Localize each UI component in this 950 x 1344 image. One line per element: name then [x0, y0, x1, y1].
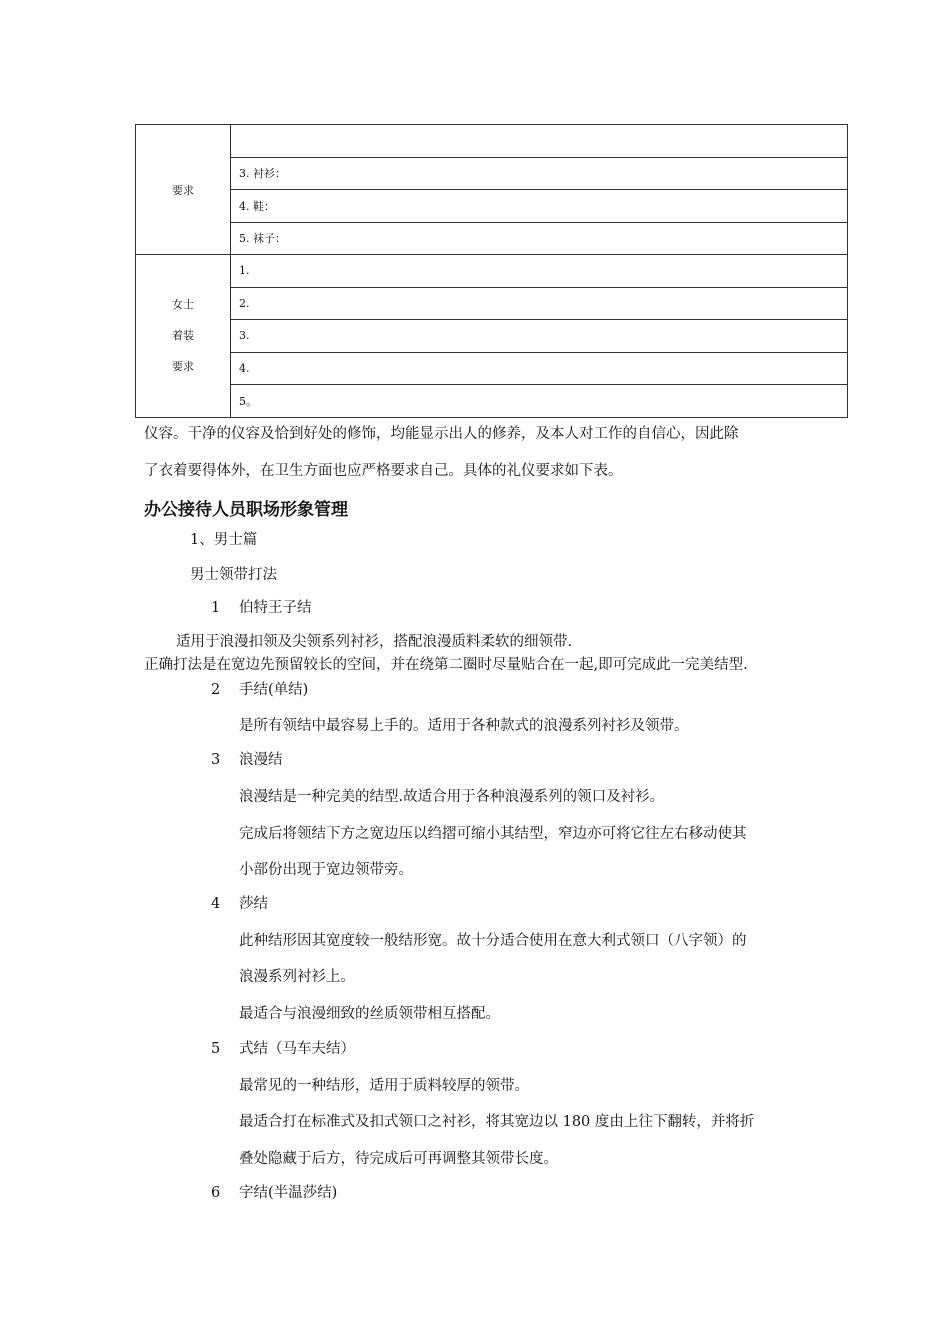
knot-name: 浪漫结 — [239, 752, 283, 768]
knot4-paragraph-1: 此种结形因其宽度较一般结形宽。故十分适合使用在意大利式领口（八字领）的 — [239, 933, 747, 949]
knot3-paragraph-3: 小部份出现于宽边领带旁。 — [239, 862, 413, 878]
knot1-paragraph-2: 正确打法是在宽边先预留较长的空间，并在绕第二圈时尽量贴合在一起,即可完成此一完美结型. — [144, 657, 748, 673]
knot-name: 伯特王子结 — [239, 600, 312, 616]
table-cell-socks: 5. 袜子： — [231, 222, 848, 255]
knot-name: 字结(半温莎结) — [239, 1185, 338, 1201]
table-cell-shirt: 3. 衬衫： — [231, 157, 848, 190]
knot-name: 手结(单结) — [239, 682, 309, 698]
knot4-paragraph-2: 浪漫系列衬衫上。 — [239, 969, 355, 985]
knot-number: 4 — [211, 896, 221, 912]
knot1-paragraph-1: 适用于浪漫扣领及尖领系列衬衫，搭配浪漫质料柔软的细领带. — [176, 634, 573, 650]
knot5-paragraph-3: 叠处隐藏于后方，待完成后可再调整其领带长度。 — [239, 1151, 558, 1167]
men-requirements-label: 要求 — [136, 125, 231, 255]
side-line: 要求 — [172, 360, 194, 374]
table-cell: 3. — [231, 320, 848, 353]
knot-number: 2 — [211, 682, 221, 698]
table-cell: 1. — [231, 255, 848, 288]
table-cell: 2. — [231, 287, 848, 320]
knot5-paragraph-1: 最常见的一种结形，适用于质料较厚的领带。 — [239, 1078, 529, 1094]
knot-heading-4 — [211, 894, 268, 914]
knot-heading-6 — [211, 1183, 337, 1203]
knot2-paragraph-1: 是所有领结中最容易上手的。适用于各种款式的浪漫系列衬衫及领带。 — [239, 718, 689, 734]
knot-name: 莎结 — [239, 896, 268, 912]
subheading-men: 1、男士篇 — [190, 532, 258, 548]
knot3-paragraph-1: 浪漫结是一种完美的结型.故适合用于各种浪漫系列的领口及衬衫。 — [239, 789, 665, 805]
side-line: 着装 — [172, 329, 194, 343]
knot-number: 3 — [211, 752, 221, 768]
section-title: 办公接待人员职场形象管理 — [144, 500, 348, 520]
knot-heading-3 — [211, 750, 283, 770]
table-cell-shoes: 4. 鞋： — [231, 190, 848, 223]
side-line: 女士 — [172, 298, 194, 312]
intro-line-2: 了衣着要得体外，在卫生方面也应严格要求自己。具体的礼仪要求如下表。 — [144, 463, 623, 479]
knot-heading-1 — [211, 598, 312, 618]
knot4-paragraph-3: 最适合与浪漫细致的丝质领带相互搭配。 — [239, 1006, 500, 1022]
knot-name: 式结（马车夫结） — [239, 1041, 355, 1057]
table-cell — [231, 125, 848, 158]
knot-number: 5 — [211, 1041, 221, 1057]
knot-number: 6 — [211, 1185, 221, 1201]
subheading-tie-methods: 男士领带打法 — [190, 567, 277, 583]
knot-number: 1 — [211, 600, 221, 616]
women-requirements-label — [136, 255, 231, 418]
table-cell: 5。 — [231, 385, 848, 418]
knot-heading-2 — [211, 680, 308, 700]
etiquette-requirements-table — [135, 124, 848, 418]
knot5-paragraph-2: 最适合打在标准式及扣式领口之衬衫，将其宽边以 180 度由上往下翻转，并将折 — [239, 1114, 755, 1130]
knot3-paragraph-2: 完成后将领结下方之宽边压以绉摺可缩小其结型，窄边亦可将它往左右移动使其 — [239, 826, 747, 842]
intro-line-1: 仪容。干净的仪容及恰到好处的修饰，均能显示出人的修养，及本人对工作的自信心，因此除 — [144, 426, 739, 442]
table-cell: 4. — [231, 352, 848, 385]
knot-heading-5 — [211, 1039, 355, 1059]
